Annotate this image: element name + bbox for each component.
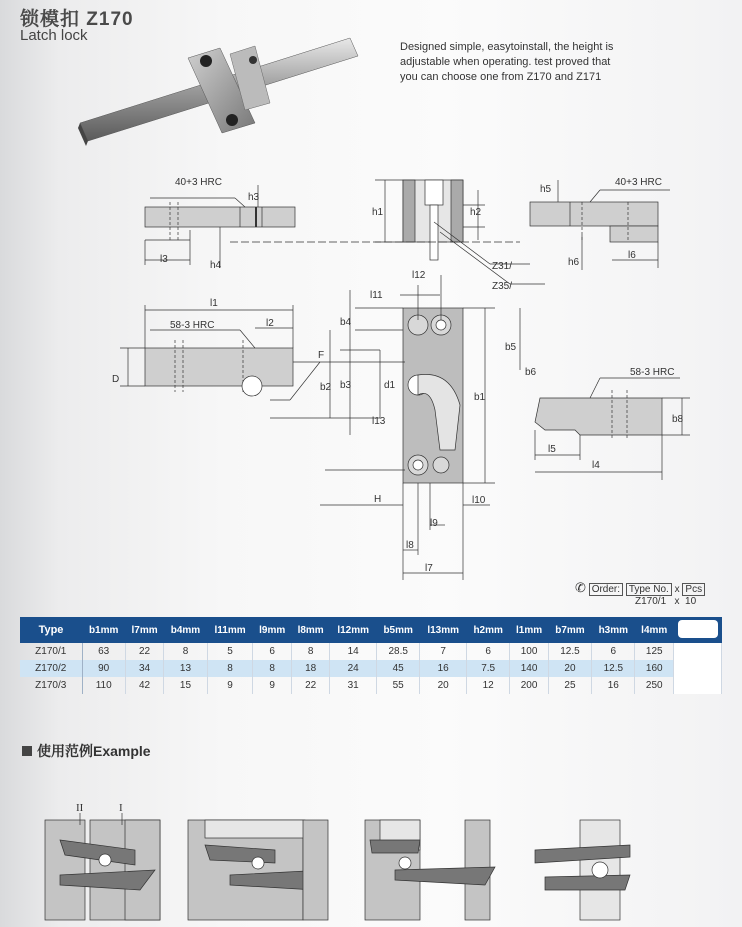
product-description <box>400 40 640 85</box>
label-b5: b5 <box>505 342 517 353</box>
label-b1: b1 <box>474 392 486 403</box>
label-l5: l5 <box>548 444 556 455</box>
table-cell: 125 <box>635 643 674 660</box>
table-cell: 8 <box>207 660 253 677</box>
label-l10: l10 <box>472 495 486 506</box>
table-cell: 12.5 <box>592 660 635 677</box>
table-cell: 8 <box>253 660 291 677</box>
table-cell: 31 <box>330 677 377 694</box>
table-cell: 13 <box>164 660 207 677</box>
table-cell: 22 <box>291 677 329 694</box>
table-cell: 16 <box>420 660 467 677</box>
table-cell: 8 <box>164 643 207 660</box>
column-header: b7mm <box>548 617 591 643</box>
label-b8: b8 <box>672 414 684 425</box>
table-cell: 6 <box>467 643 510 660</box>
table-cell: 6 <box>253 643 291 660</box>
label-l1: l1 <box>210 298 218 309</box>
label-d1: d1 <box>384 380 396 391</box>
table-cell: 200 <box>510 677 548 694</box>
label-F: F <box>318 350 325 361</box>
page-subtitle: Latch lock <box>20 27 88 44</box>
label-H: H <box>374 494 382 505</box>
column-header: l1mm <box>510 617 548 643</box>
table-cell-blank <box>674 643 722 660</box>
table-cell: 7 <box>420 643 467 660</box>
description-line: adjustable when operating. test proved that <box>400 56 611 68</box>
column-header: l4mm <box>635 617 674 643</box>
column-header: l11mm <box>207 617 253 643</box>
table-cell: 42 <box>125 677 163 694</box>
label-h5: h5 <box>540 184 552 195</box>
label-b2: b2 <box>320 382 332 393</box>
label-l6: l6 <box>628 250 636 261</box>
table-cell: 25 <box>548 677 591 694</box>
label-hrc: 40+3 HRC <box>175 177 222 188</box>
label-h3: h3 <box>248 192 260 203</box>
order-pcs-label: Pcs <box>682 583 705 596</box>
product-photo <box>70 28 370 158</box>
description-line: you can choose one from Z170 and Z171 <box>400 71 602 83</box>
label-l13: l13 <box>372 416 386 427</box>
table-cell: 160 <box>635 660 674 677</box>
bullet-square-icon <box>22 746 32 756</box>
table-cell-blank <box>674 677 722 694</box>
label-z35: Z35/ <box>492 281 513 292</box>
label-h4: h4 <box>210 260 222 271</box>
label-hrc: 58-3 HRC <box>630 367 675 378</box>
table-cell: 12 <box>467 677 510 694</box>
spec-table <box>20 617 722 694</box>
example-title: 使用范例Example <box>37 743 151 759</box>
column-header: l7mm <box>125 617 163 643</box>
label-l12: l12 <box>412 270 426 281</box>
example-section-title <box>22 741 151 761</box>
table-cell: Z170/3 <box>20 677 82 694</box>
technical-drawing <box>0 160 742 590</box>
table-cell: 14 <box>330 643 377 660</box>
table-cell: 28.5 <box>377 643 420 660</box>
table-cell-blank <box>674 660 722 677</box>
table-cell: 6 <box>592 643 635 660</box>
table-cell: 9 <box>253 677 291 694</box>
order-type-label: Type No. <box>626 583 672 596</box>
label-z31: Z31/ <box>492 261 513 272</box>
column-header: l12mm <box>330 617 377 643</box>
label-b6: b6 <box>525 367 537 378</box>
column-header: b5mm <box>377 617 420 643</box>
table-cell: 22 <box>125 643 163 660</box>
table-row <box>20 643 722 660</box>
label-l11: l11 <box>370 290 383 301</box>
label-h2: h2 <box>470 207 482 218</box>
column-header: h2mm <box>467 617 510 643</box>
table-cell: 7.5 <box>467 660 510 677</box>
label-h1: h1 <box>372 207 384 218</box>
label-l2: l2 <box>266 318 274 329</box>
table-cell: 16 <box>592 677 635 694</box>
table-cell: 5 <box>207 643 253 660</box>
table-cell: 20 <box>548 660 591 677</box>
table-cell: Z170/1 <box>20 643 82 660</box>
order-times: x <box>674 584 680 595</box>
order-example-qty: 10 <box>685 596 697 607</box>
label-l3: l3 <box>160 254 168 265</box>
table-cell: 24 <box>330 660 377 677</box>
table-cell: 8 <box>291 643 329 660</box>
table-cell: 45 <box>377 660 420 677</box>
column-header: Type <box>20 617 82 643</box>
label-h6: h6 <box>568 257 580 268</box>
table-cell: 18 <box>291 660 329 677</box>
table-cell: 55 <box>377 677 420 694</box>
column-header: b4mm <box>164 617 207 643</box>
table-cell: 63 <box>82 643 125 660</box>
table-cell: 90 <box>82 660 125 677</box>
column-header: l9mm <box>253 617 291 643</box>
mark-I: I <box>119 802 123 814</box>
label-b4: b4 <box>340 317 352 328</box>
table-cell: 9 <box>207 677 253 694</box>
table-cell: Z170/2 <box>20 660 82 677</box>
table-cell: 12.5 <box>548 643 591 660</box>
usage-examples <box>40 795 680 925</box>
label-l7: l7 <box>425 563 433 574</box>
label-l8: l8 <box>406 540 414 551</box>
column-header: l13mm <box>420 617 467 643</box>
label-b3: b3 <box>340 380 352 391</box>
order-times: x <box>674 596 680 607</box>
phone-icon: ✆ <box>575 580 586 595</box>
column-header: b1mm <box>82 617 125 643</box>
table-cell: 34 <box>125 660 163 677</box>
column-header-blank <box>674 617 722 643</box>
order-example-type: Z170/1 <box>635 596 667 607</box>
label-hrc: 58-3 HRC <box>170 320 215 331</box>
table-cell: 140 <box>510 660 548 677</box>
table-cell: 15 <box>164 677 207 694</box>
description-line: Designed simple, easytoinstall, the height is <box>400 41 614 53</box>
page-title: 锁模扣 Z170 <box>20 9 134 30</box>
label-l4: l4 <box>592 460 600 471</box>
table-cell: 110 <box>82 677 125 694</box>
table-row <box>20 677 722 694</box>
column-header: h3mm <box>592 617 635 643</box>
label-l9: l9 <box>430 518 438 529</box>
order-note <box>575 580 705 607</box>
label-hrc: 40+3 HRC <box>615 177 662 188</box>
table-cell: 100 <box>510 643 548 660</box>
table-cell: 20 <box>420 677 467 694</box>
order-label: Order: <box>589 583 623 596</box>
label-D: D <box>112 374 120 385</box>
table-row <box>20 660 722 677</box>
column-header: l8mm <box>291 617 329 643</box>
table-header-row <box>20 617 722 643</box>
mark-II: II <box>76 802 84 814</box>
table-cell: 250 <box>635 677 674 694</box>
